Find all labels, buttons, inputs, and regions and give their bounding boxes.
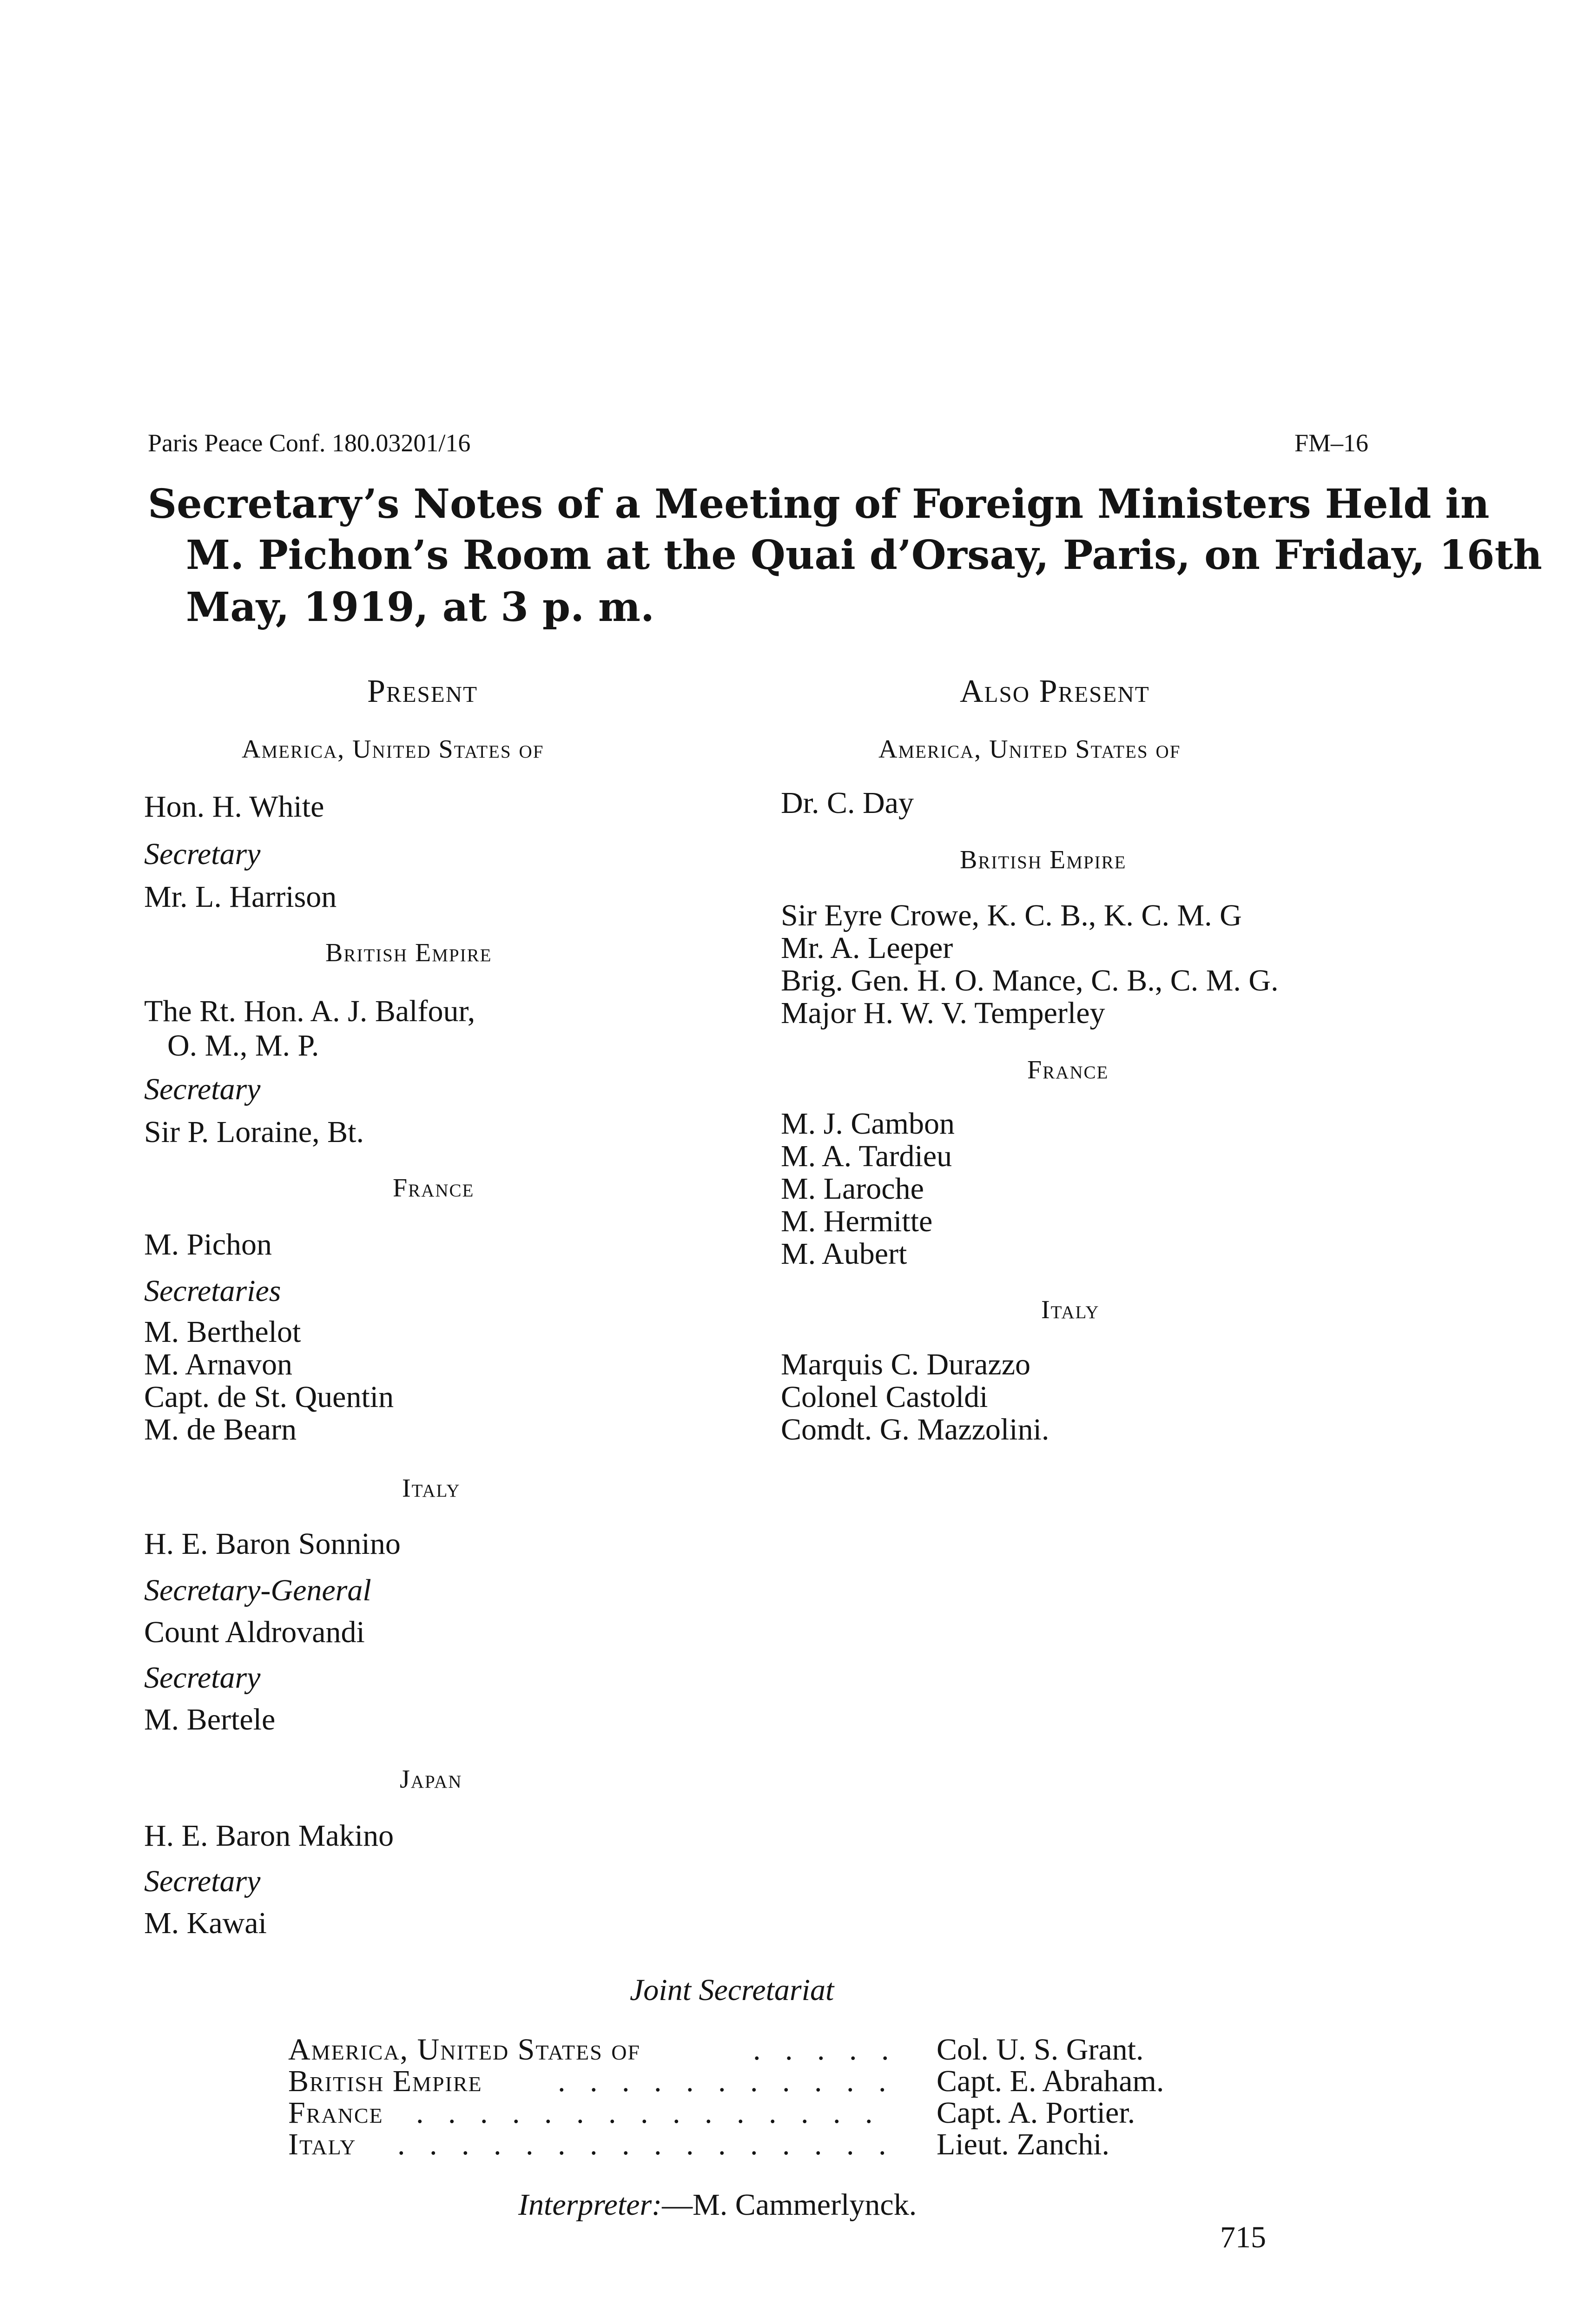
present-japan-heading: Japan <box>400 1765 462 1794</box>
present-usa-secretary: Mr. L. Harrison <box>144 880 337 914</box>
present-british-heading: British Empire <box>325 938 492 967</box>
page-number: 715 <box>1220 2220 1266 2254</box>
joint-row-3-country: France <box>288 2096 383 2130</box>
joint-secretariat-heading: Joint Secretariat <box>630 1973 834 2007</box>
title-line-2: M. Pichon’s Room at the Quai d’Orsay, Paris, on Friday, 16th <box>186 532 1542 579</box>
joint-row-2-name: Capt. E. Abraham. <box>937 2064 1164 2098</box>
present-italy-secgen-label: Secretary-General <box>144 1573 371 1607</box>
present-france-secretary-2: M. Arnavon <box>144 1347 292 1381</box>
joint-row-3-name: Capt. A. Portier. <box>937 2096 1135 2130</box>
also-france-name-5: M. Aubert <box>781 1237 907 1271</box>
present-heading: Present <box>367 673 478 709</box>
joint-row-4-name: Lieut. Zanchi. <box>937 2127 1110 2161</box>
present-british-secretary: Sir P. Loraine, Bt. <box>144 1115 364 1149</box>
present-japan-secretary-label: Secretary <box>144 1864 261 1898</box>
also-british-heading: British Empire <box>960 845 1127 874</box>
also-france-name-1: M. J. Cambon <box>781 1107 955 1141</box>
also-italy-name-2: Colonel Castoldi <box>781 1380 988 1414</box>
present-usa-heading: America, United States of <box>242 735 544 764</box>
joint-row-2-leader: . . . . . . . . . . . <box>558 2064 895 2098</box>
present-japan-name: H. E. Baron Makino <box>144 1819 394 1853</box>
present-usa-secretary-label: Secretary <box>144 837 261 871</box>
present-france-secretary-3: Capt. de St. Quentin <box>144 1380 394 1414</box>
also-british-name-1: Sir Eyre Crowe, K. C. B., K. C. M. G <box>781 898 1242 932</box>
present-italy-heading: Italy <box>402 1474 461 1503</box>
document-reference: Paris Peace Conf. 180.03201/16 <box>148 429 471 457</box>
also-british-name-3: Brig. Gen. H. O. Mance, C. B., C. M. G. <box>781 964 1279 997</box>
interpreter-label: Interpreter: <box>518 2188 662 2222</box>
joint-row-1-country: America, United States of <box>288 2033 641 2067</box>
present-france-secretary-1: M. Berthelot <box>144 1315 301 1349</box>
joint-row-1-leader: . . . . . <box>753 2033 898 2067</box>
present-italy-secgen: Count Aldrovandi <box>144 1615 365 1649</box>
also-present-heading: Also Present <box>960 673 1150 709</box>
present-british-name-1: The Rt. Hon. A. J. Balfour, <box>144 994 475 1028</box>
also-italy-name-3: Comdt. G. Mazzolini. <box>781 1413 1050 1446</box>
joint-row-4-leader: . . . . . . . . . . . . . . . . <box>397 2127 895 2161</box>
present-usa-name: Hon. H. White <box>144 790 324 824</box>
present-france-name: M. Pichon <box>144 1228 272 1261</box>
also-france-heading: France <box>1027 1056 1109 1084</box>
joint-row-1-name: Col. U. S. Grant. <box>937 2033 1144 2067</box>
present-italy-name: H. E. Baron Sonnino <box>144 1527 401 1561</box>
also-british-name-4: Major H. W. V. Temperley <box>781 996 1105 1030</box>
present-british-name-2: O. M., M. P. <box>167 1029 319 1063</box>
present-france-secretary-4: M. de Bearn <box>144 1413 297 1446</box>
present-france-heading: France <box>393 1174 475 1202</box>
present-italy-secretary: M. Bertele <box>144 1703 276 1736</box>
present-japan-secretary: M. Kawai <box>144 1906 267 1940</box>
title-line-1: Secretary’s Notes of a Meeting of Foreign Ministers Held in <box>148 481 1490 528</box>
also-france-name-4: M. Hermitte <box>781 1204 933 1238</box>
document-code: FM–16 <box>1294 429 1369 457</box>
also-italy-name-1: Marquis C. Durazzo <box>781 1347 1031 1381</box>
interpreter-name: —M. Cammerlynck. <box>662 2188 917 2222</box>
present-france-secretaries-label: Secretaries <box>144 1274 281 1308</box>
also-british-name-2: Mr. A. Leeper <box>781 931 953 965</box>
interpreter-line <box>518 2187 917 2223</box>
title-line-3: May, 1919, at 3 p. m. <box>186 584 654 631</box>
joint-row-2-country: British Empire <box>288 2064 482 2098</box>
joint-row-4-country: Italy <box>288 2127 356 2161</box>
also-france-name-2: M. A. Tardieu <box>781 1139 952 1173</box>
also-italy-heading: Italy <box>1041 1295 1100 1324</box>
also-usa-heading: America, United States of <box>878 735 1181 764</box>
present-italy-secretary-label: Secretary <box>144 1661 261 1695</box>
present-british-secretary-label: Secretary <box>144 1072 261 1106</box>
joint-row-3-leader: . . . . . . . . . . . . . . . <box>416 2096 881 2130</box>
also-france-name-3: M. Laroche <box>781 1172 924 1206</box>
also-usa-name: Dr. C. Day <box>781 786 914 820</box>
